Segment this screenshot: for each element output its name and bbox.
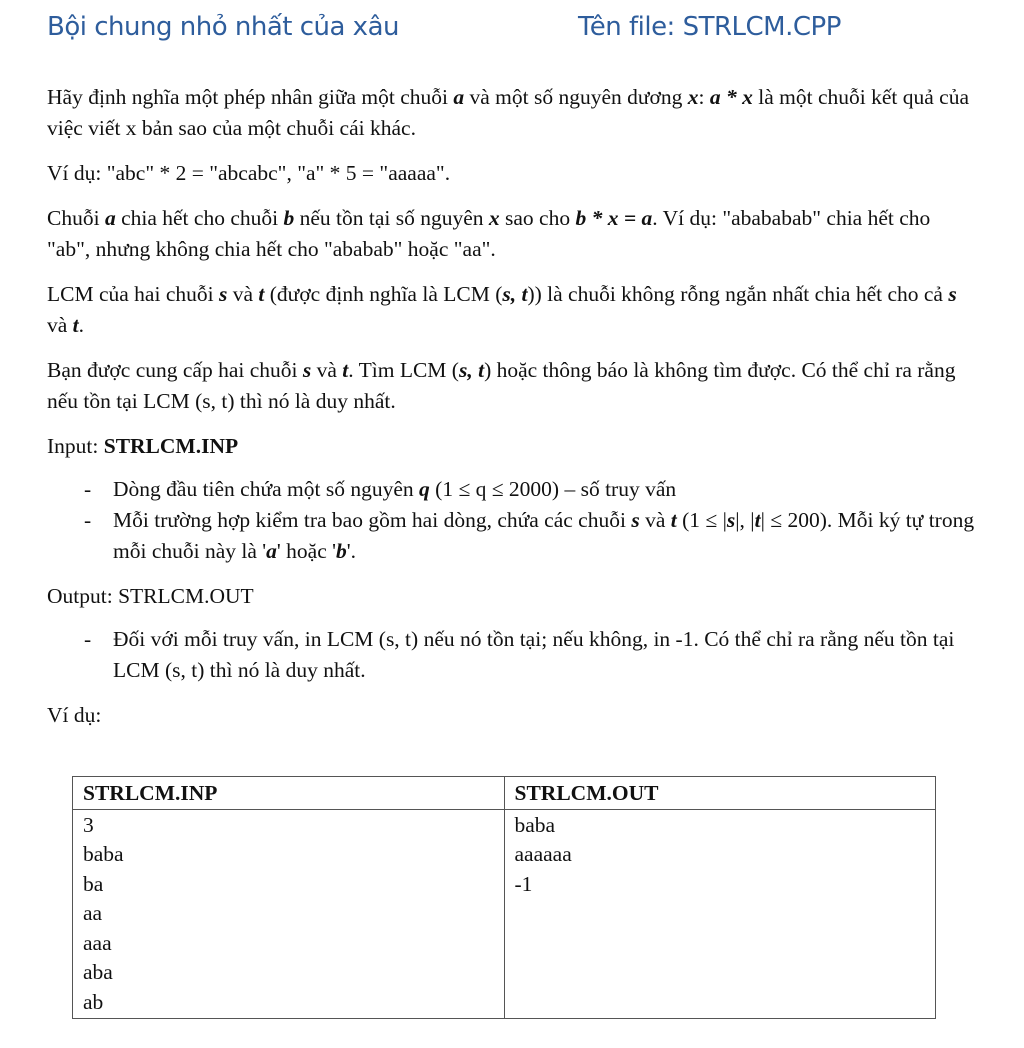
output-heading: Output: STRLCM.OUT [47,584,254,608]
sample-output-line: -1 [514,871,533,896]
sample-input-line: ab [83,989,104,1014]
sample-input-line: ba [83,871,104,896]
definition-paragraph: Hãy định nghĩa một phép nhân giữa một chuỗi a và một số nguyên dương x: a * x là một chuỗi kết quả của việc viết x bản sao của một chuỗi cái khác. [47,85,970,140]
sample-output-cell [504,809,936,1019]
sample-input-cell [73,809,505,1019]
sample-output-line: aaaaaa [514,842,572,866]
input-column-header: STRLCM.INP [73,777,505,810]
input-heading: Input: STRLCM.INP [47,434,239,458]
divisibility-paragraph: Chuỗi a chia hết cho chuỗi b nếu tồn tại số nguyên x sao cho b * x = a. Ví dụ: "abababab" chia hết cho "ab", nhưng không chia hết cho "ababab" hoặc "aa". [47,206,931,261]
input-bullets [47,474,977,567]
lcm-definition-paragraph: LCM của hai chuỗi s và t (được định nghĩa là LCM (s, t)) là chuỗi không rỗng ngắn nhất chia hết cho cả s và t. [47,282,957,337]
sample-input-line: aaa [83,930,112,955]
example-paragraph: Ví dụ: "abc" * 2 = "abcabc", "a" * 5 = "aaaaa". [47,161,451,185]
sample-input-line: aa [83,901,103,925]
table-header-row [73,777,936,810]
sample-input-line: 3 [83,812,94,837]
sample-output-line: baba [514,812,556,837]
problem-title: Bội chung nhỏ nhất của xâu [47,12,399,42]
sample-input-line: baba [83,842,124,866]
file-name: Tên file: STRLCM.CPP [578,12,841,42]
sample-input-line: aba [83,960,113,984]
output-bullets [47,624,977,686]
list-item: - Mỗi trường hợp kiểm tra bao gồm hai dòng, chứa các chuỗi s và t (1 ≤ |s|, |t| ≤ 200). Mỗi ký tự trong mỗi chuỗi này là 'a' hoặc 'b'. [113,505,977,567]
task-paragraph: Bạn được cung cấp hai chuỗi s và t. Tìm LCM (s, t) hoặc thông báo là không tìm được. Có thể chỉ ra rằng nếu tồn tại LCM (s, t) thì nó là duy nhất. [47,358,956,413]
output-column-header: STRLCM.OUT [504,777,936,810]
problem-statement [47,82,977,745]
table-row [73,809,936,1019]
list-item: - Dòng đầu tiên chứa một số nguyên q (1 ≤ q ≤ 2000) – số truy vấn [113,474,977,505]
list-item: - Đối với mỗi truy vấn, in LCM (s, t) nếu nó tồn tại; nếu không, in -1. Có thể chỉ ra rằng nếu tồn tại LCM (s, t) thì nó là duy nhất. [113,624,977,686]
example-label: Ví dụ: [47,703,102,727]
sample-table [72,776,936,1019]
